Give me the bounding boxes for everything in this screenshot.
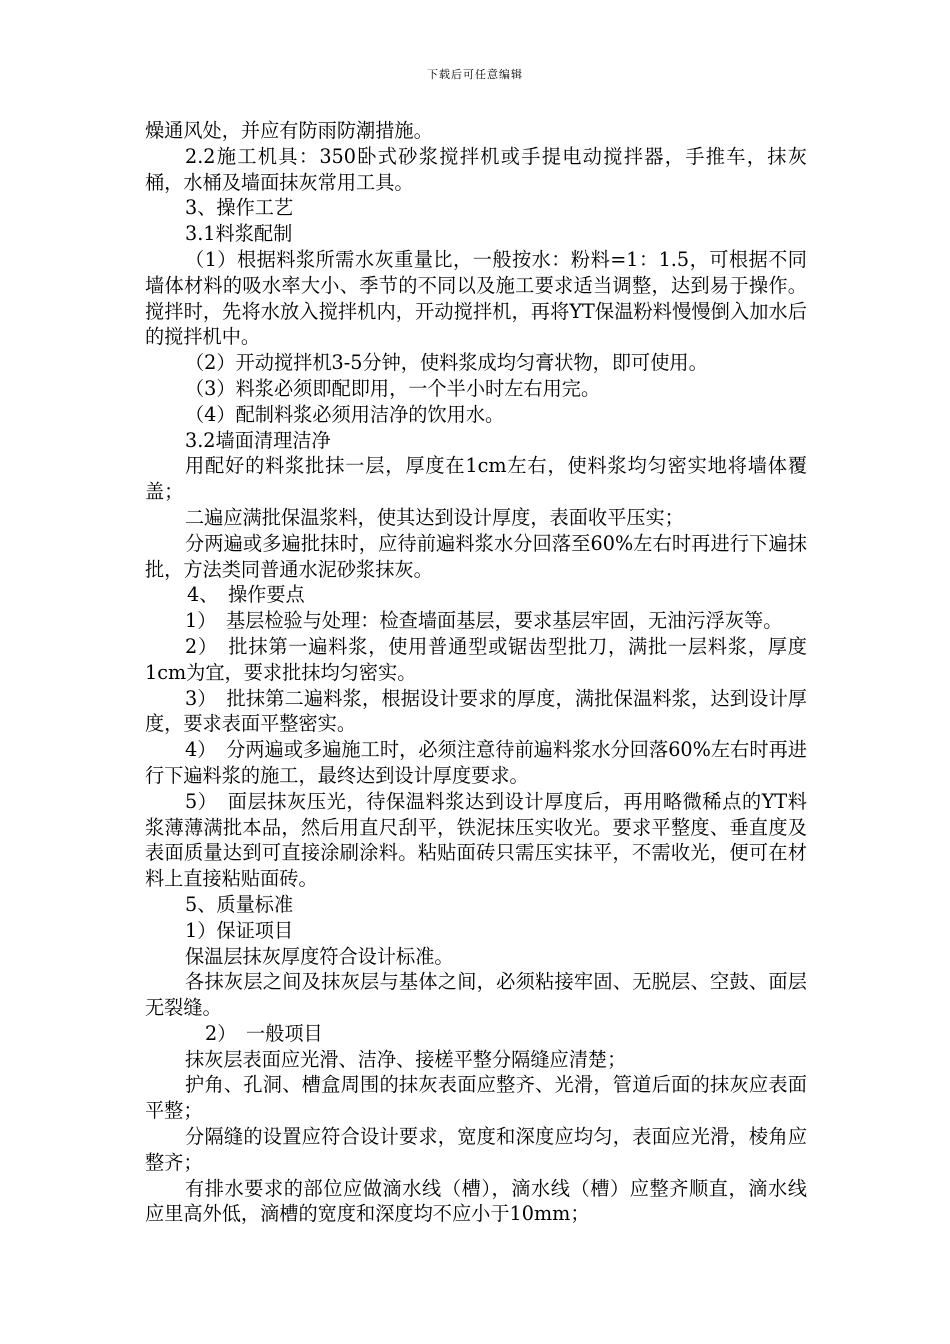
paragraph: （4）配制料浆必须用洁净的饮用水。 xyxy=(185,402,505,426)
paragraph: 1） 基层检验与处理：检查墙面基层，要求基层牢固，无油污浮灰等。 xyxy=(185,609,783,633)
page-header: 下载后可任意编辑 xyxy=(427,68,523,81)
paragraph: （3）料浆必须即配即用，一个半小时左右用完。 xyxy=(185,376,601,400)
paragraph: 3） 批抹第二遍料浆，根据设计要求的厚度，满批保温料浆，达到设计厚度，要求表面平整密实。 xyxy=(145,686,807,736)
paragraph: （2）开动搅拌机3-5分钟，使料浆成均匀膏状物，即可使用。 xyxy=(185,351,708,375)
paragraph: 各抹灰层之间及抹灰层与基体之间，必须粘接牢固、无脱层、空鼓、面层无裂缝。 xyxy=(145,970,807,1020)
paragraph: 燥通风处，并应有防雨防潮措施。 xyxy=(145,119,433,142)
paragraph: 二遍应满批保温浆料，使其达到设计厚度，表面收平压实； xyxy=(185,505,684,529)
paragraph: 3.1料浆配制 xyxy=(185,222,293,246)
paragraph: 1）保证项目 xyxy=(185,918,294,942)
paragraph: 4） 分两遍或多遍施工时，必须注意待前遍料浆水分回落60%左右时再进行下遍料浆的施工，最终达到设计厚度要求。 xyxy=(145,738,807,787)
paragraph: 保温层抹灰厚度符合设计标准。 xyxy=(185,944,454,968)
paragraph: 用配好的料浆批抹一层，厚度在1cm左右，使料浆均匀密实地将墙体覆盖； xyxy=(145,454,807,504)
paragraph: 5、质量标准 xyxy=(185,892,294,916)
paragraph: 护角、孔洞、槽盒周围的抹灰表面应整齐、光滑，管道后面的抹灰应表面平整； xyxy=(145,1073,807,1123)
paragraph: 2.2施工机具：350卧式砂浆搅拌机或手提电动搅拌器，手推车，抹灰桶，水桶及墙面抹灰常用工具。 xyxy=(145,144,807,194)
paragraph: 分两遍或多遍批抹时，应待前遍料浆水分回落至60%左右时再进行下遍抹批，方法类同普通水泥砂浆抹灰。 xyxy=(145,531,807,581)
paragraph: （1）根据料浆所需水灰重量比，一般按水：粉料=1：1.5，可根据不同墙体材料的吸水率大小、季节的不同以及施工要求适当调整，达到易于操作。搅拌时，先将水放入搅拌机内，开动搅拌机，再将YT保温粉料慢慢倒入加水后的搅拌机中。 xyxy=(145,247,807,349)
paragraph: 4、 操作要点 xyxy=(187,583,305,607)
paragraph: 2） 批抹第一遍料浆，使用普通型或锯齿型批刀，满批一层料浆，厚度1cm为宜，要求批抹均匀密实。 xyxy=(145,634,807,684)
paragraph: 3、操作工艺 xyxy=(185,196,294,220)
document-body xyxy=(145,118,807,1227)
paragraph: 有排水要求的部位应做滴水线（槽），滴水线（槽）应整齐顺直，滴水线应里高外低，滴槽的宽度和深度均不应小于10mm； xyxy=(145,1176,807,1226)
paragraph: 5） 面层抹灰压光，待保温料浆达到设计厚度后，再用略微稀点的YT料浆薄薄满批本品，然后用直尺刮平，铁泥抹压实收光。要求平整度、垂直度及表面质量达到可直接涂刷涂料。粘贴面砖只需压实抹平，不需收光，便可在材料上直接粘贴面砖。 xyxy=(145,789,807,891)
paragraph: 抹灰层表面应光滑、洁净、接槎平整分隔缝应清楚； xyxy=(185,1047,627,1071)
paragraph: 3.2墙面清理洁净 xyxy=(185,428,331,452)
paragraph: 分隔缝的设置应符合设计要求，宽度和深度应均匀，表面应光滑，棱角应整齐； xyxy=(145,1125,807,1174)
paragraph: 2） 一般项目 xyxy=(205,1021,323,1045)
